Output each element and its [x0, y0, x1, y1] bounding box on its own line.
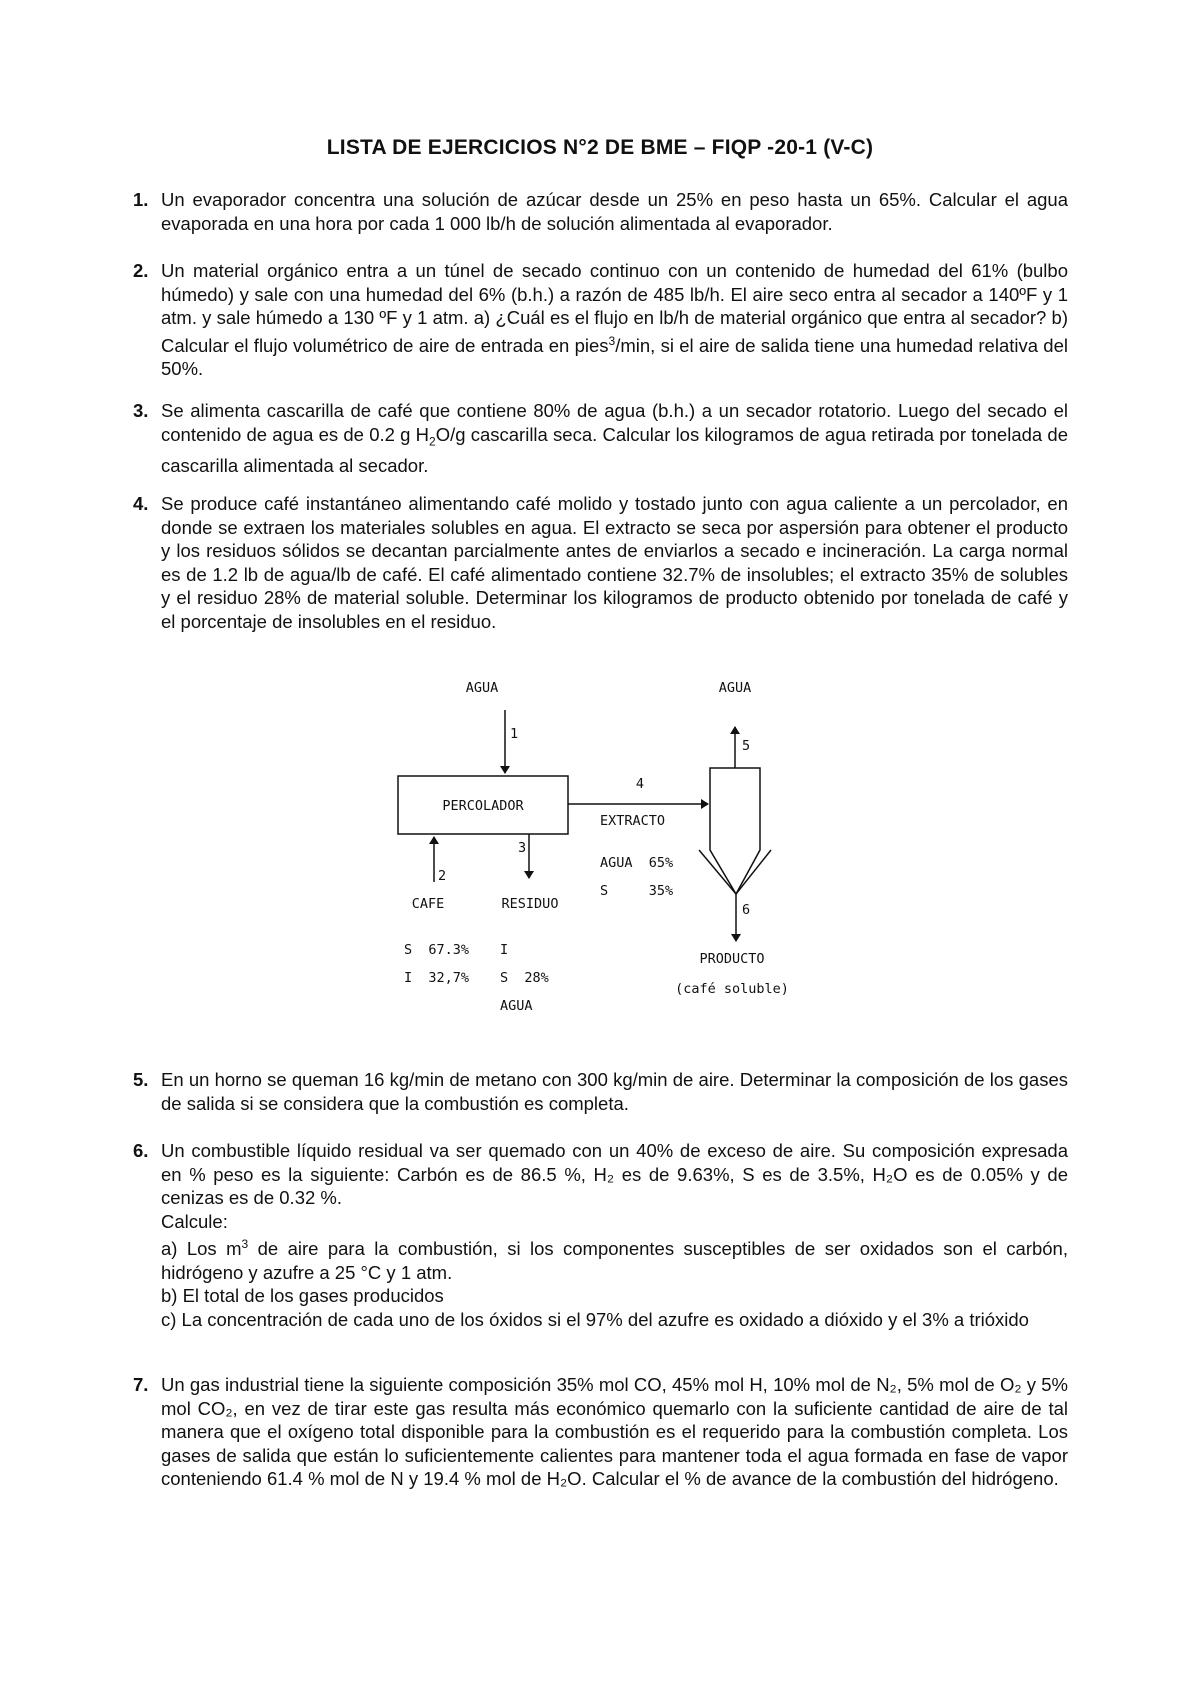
- exercise-6: [133, 1139, 1068, 1331]
- exercise-text: Un gas industrial tiene la siguiente composición 35% mol CO, 45% mol H, 10% mol de N₂, 5% mol de O₂ y 5% mol CO₂, en vez de tirar este gas resulta más económico quemarlo con la suficiente cantidad de aire de tal manera que el oxígeno total disponible para la combustión es el requerido para la combustión completa. Los gases de salida que están lo suficientemente calientes para mantener toda el agua formada en fase de vapor conteniendo 61.4 % mol de N y 19.4 % mol de H₂O. Calcular el % de avance de la combustión del hidrógeno.: [161, 1374, 1068, 1489]
- producto-label: PRODUCTO: [699, 951, 765, 967]
- spray-dryer-cone-right: [736, 850, 771, 894]
- exercise-1: [133, 188, 1068, 235]
- extracto-s-composition: S 35%: [600, 883, 674, 899]
- producto-description: (café soluble): [675, 981, 789, 997]
- exercise-number: 6.: [133, 1140, 149, 1161]
- exercise-text-part: a) Los m: [161, 1238, 242, 1260]
- agua-out-label: AGUA: [718, 680, 752, 696]
- cafe-label: CAFE: [411, 896, 445, 912]
- exercise-text: c) La concentración de cada uno de los óxidos si el 97% del azufre es oxidado a dióxido y el 3% a trióxido: [161, 1308, 1029, 1330]
- exercise-text: [161, 1233, 1068, 1284]
- process-flow-diagram: [390, 670, 830, 1030]
- exercise-text-part: de aire para la combustión, si los componentes susceptibles de ser oxidados son el carbón, hidrógeno y azufre a 25 °C y 1 atm.: [161, 1238, 1068, 1283]
- cafe-s-composition: S 67.3%: [404, 942, 470, 958]
- stream-4-label: 4: [635, 776, 645, 792]
- exercise-number: 5.: [133, 1069, 149, 1090]
- residuo-i-composition: I: [500, 942, 509, 958]
- exercise-text: [161, 259, 1068, 381]
- superscript: 3: [241, 1237, 249, 1251]
- exercise-text: b) El total de los gases producidos: [161, 1285, 444, 1307]
- exercise-text: En un horno se queman 16 kg/min de metano con 300 kg/min de aire. Determinar la composición de los gases de salida si se considera que la combustión es completa.: [161, 1069, 1068, 1114]
- exercise-text-part: Un material orgánico entra a un túnel de secado continuo con un contenido de humedad del 61% (bulbo húmedo) y sale con una humedad del 6% (b.h.) a razón de 485 lb/h. El aire seco entra al secador a 140ºF y 1 atm. y sale húmedo a 130 ºF y 1 atm. a) ¿Cuál es el flujo en lb/h de material orgánico que entra al secador? b) Calcular el flujo volumétrico de aire de entrada en pies: [161, 260, 1068, 356]
- exercise-2: [133, 259, 1068, 381]
- extracto-agua-composition: AGUA 65%: [600, 855, 674, 871]
- exercise-text: [161, 399, 1068, 477]
- exercise-number: 2.: [133, 260, 149, 281]
- exercise-number: 4.: [133, 493, 149, 514]
- percolador-label: PERCOLADOR: [442, 798, 524, 814]
- residuo-agua-label: AGUA: [500, 998, 533, 1014]
- stream-6-label: 6: [742, 902, 751, 918]
- stream-3-label: 3: [518, 840, 527, 856]
- exercise-text: Un combustible líquido residual va ser quemado con un 40% de exceso de aire. Su composición expresada en % peso es la siguiente: Carbón es de 86.5 %, H₂ es de 9.63%, S es de 3.5%, H₂O es de 0.05% y de cenizas es de 0.32 %.: [161, 1140, 1068, 1208]
- exercise-5: [133, 1068, 1068, 1115]
- page-title: LISTA DE EJERCICIOS N°2 DE BME – FIQP -20-1 (V-C): [326, 136, 874, 159]
- exercise-text-part: Se alimenta cascarilla de café que contiene 80% de agua (b.h.) a un secador rotatorio. Luego del secado el contenido de agua es de 0.2 g H: [161, 400, 1068, 445]
- exercise-text-part: /min, si el aire de salida tiene una humedad relativa del 50%.: [161, 334, 1068, 380]
- superscript: 3: [608, 333, 616, 348]
- extracto-label: EXTRACTO: [600, 813, 666, 829]
- exercise-number: 7.: [133, 1374, 149, 1395]
- residuo-s-composition: S 28%: [500, 970, 549, 986]
- stream-1-label: 1: [510, 726, 519, 742]
- exercise-3: [133, 399, 1068, 477]
- stream-2-label: 2: [438, 868, 447, 884]
- spray-dryer-cone-left: [699, 850, 736, 894]
- subscript: 2: [429, 434, 436, 449]
- exercise-number: 1.: [133, 189, 149, 210]
- exercise-text: Calcule:: [161, 1210, 228, 1232]
- exercise-4: [133, 492, 1068, 633]
- exercise-number: 3.: [133, 400, 149, 421]
- exercise-text: Un evaporador concentra una solución de azúcar desde un 25% en peso hasta un 65%. Calcular el agua evaporada en una hora por cada 1 000 lb/h de solución alimentada al evaporador.: [161, 189, 1068, 234]
- stream-5-label: 5: [742, 738, 751, 754]
- cafe-i-composition: I 32,7%: [404, 970, 470, 986]
- exercise-text: Se produce café instantáneo alimentando café molido y tostado junto con agua caliente a un percolador, en donde se extraen los materiales solubles en agua. El extracto se seca por aspersión para obtener el producto y los residuos sólidos se decantan parcialmente antes de enviarlos a secado e incineración. La carga normal es de 1.2 lb de agua/lb de café. El café alimentado contiene 32.7% de insolubles; el extracto 35% de solubles y el residuo 28% de material soluble. Determinar los kilogramos de producto obtenido por tonelada de café y el porcentaje de insolubles en el residuo.: [161, 493, 1068, 632]
- exercise-text-part: O/g cascarilla seca. Calcular los kilogramos de agua retirada por tonelada de cascarilla alimentada al secador.: [161, 423, 1068, 476]
- agua-in-label: AGUA: [465, 680, 499, 696]
- exercise-7: [133, 1373, 1068, 1491]
- residuo-label: RESIDUO: [501, 896, 559, 912]
- spray-dryer: [710, 768, 760, 894]
